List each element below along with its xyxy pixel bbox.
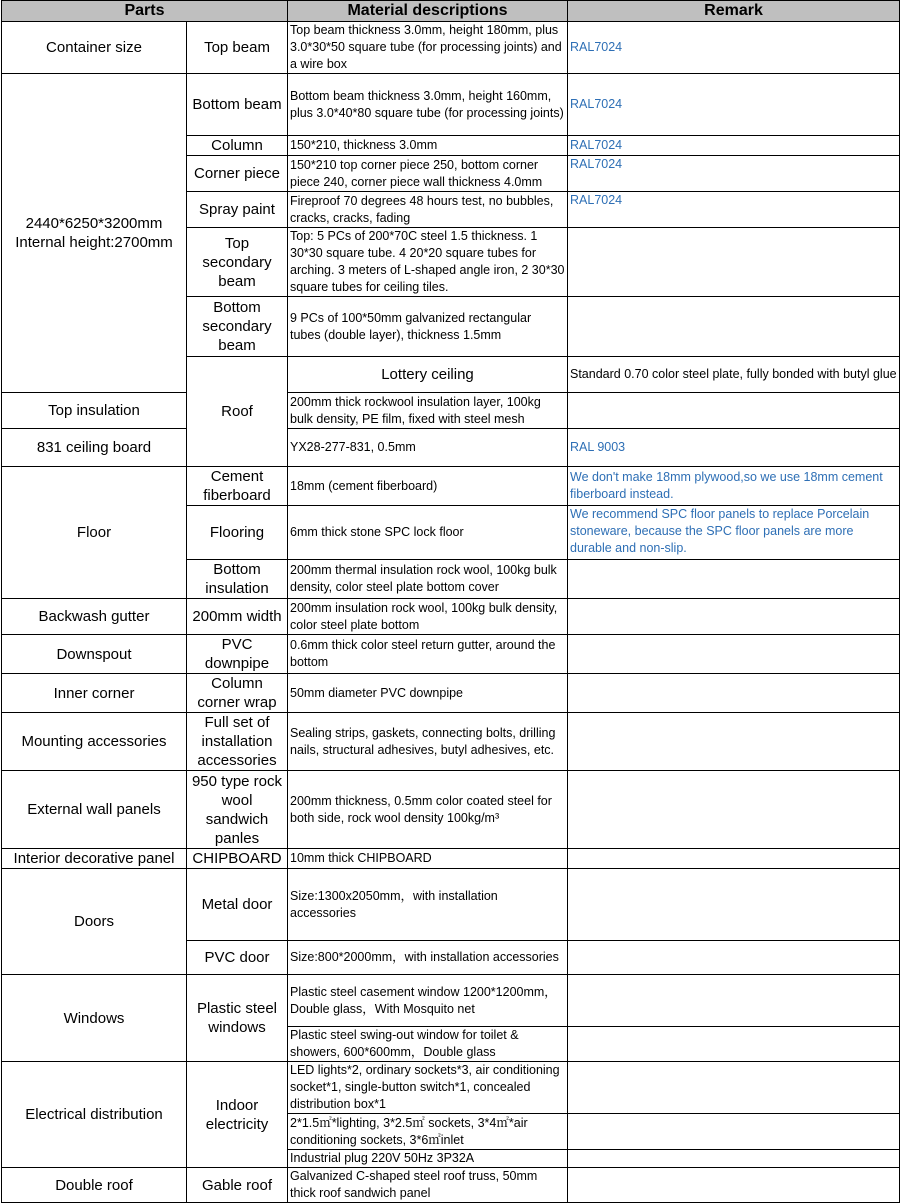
remark-cell — [568, 297, 900, 357]
sub-part-cell: Full set of installation accessories — [187, 713, 288, 771]
description-cell: Galvanized C-shaped steel roof truss, 50mm thick roof sandwich panel — [288, 1168, 568, 1203]
remark-cell — [568, 1114, 900, 1150]
remark-cell — [568, 393, 900, 429]
part-cell: External wall panels — [2, 771, 187, 849]
table-row — [2, 674, 900, 713]
description-cell: Size:1300x2050mm，with installation accessories — [288, 869, 568, 941]
table-row — [2, 393, 900, 429]
description-cell: Sealing strips, gaskets, connecting bolts, drilling nails, structural adhesives, butyl adhesives, etc. — [288, 713, 568, 771]
remark-cell — [568, 1168, 900, 1203]
remark-cell: RAL7024 — [568, 156, 900, 192]
remark-cell: We recommend SPC floor panels to replace Porcelain stoneware, because the SPC floor panels are more durable and non-slip. — [568, 506, 900, 560]
table-row — [2, 849, 900, 869]
remark-cell — [568, 975, 900, 1027]
description-cell: 150*210, thickness 3.0mm — [288, 136, 568, 156]
sub-part-cell: Top beam — [187, 22, 288, 74]
part-cell: Windows — [2, 975, 187, 1062]
description-cell: YX28-277-831, 0.5mm — [288, 429, 568, 467]
description-cell: 150*210 top corner piece 250, bottom corner piece 240, corner piece wall thickness 4.0mm — [288, 156, 568, 192]
remark-cell: RAL7024 — [568, 22, 900, 74]
description-cell: Standard 0.70 color steel plate, fully bonded with butyl glue — [568, 357, 900, 393]
sub-part-cell: Spray paint — [187, 192, 288, 228]
part-cell: Interior decorative panel — [2, 849, 187, 869]
sub-part-cell: Column corner wrap — [187, 674, 288, 713]
part-cell: Floor — [2, 467, 187, 599]
description-cell: 10mm thick CHIPBOARD — [288, 849, 568, 869]
sub-part-cell: PVC downpipe — [187, 635, 288, 674]
sub-part-cell: Gable roof — [187, 1168, 288, 1203]
sub-part-cell: Top insulation — [2, 393, 187, 429]
sub-part-cell: Indoor electricity — [187, 1062, 288, 1168]
remark-cell — [568, 635, 900, 674]
part-cell: Container size — [2, 22, 187, 74]
part-cell: 2440*6250*3200mm Internal height:2700mm — [2, 74, 187, 393]
table-row — [2, 635, 900, 674]
description-cell: 0.6mm thick color steel return gutter, around the bottom — [288, 635, 568, 674]
part-cell: Roof — [187, 357, 288, 467]
sub-part-cell: 831 ceiling board — [2, 429, 187, 467]
remark-cell — [568, 1027, 900, 1062]
description-cell: Top beam thickness 3.0mm, height 180mm, plus 3.0*30*50 square tube (for processing joints) and a wire box — [288, 22, 568, 74]
description-cell: 6mm thick stone SPC lock floor — [288, 506, 568, 560]
remark-cell — [568, 228, 900, 297]
sub-part-cell: Bottom insulation — [187, 560, 288, 599]
description-cell: 18mm (cement fiberboard) — [288, 467, 568, 506]
description-cell: LED lights*2, ordinary sockets*3, air conditioning socket*1, single-button switch*1, concealed distribution box*1 — [288, 1062, 568, 1114]
part-cell: Doors — [2, 869, 187, 975]
sub-part-cell: CHIPBOARD — [187, 849, 288, 869]
table-row — [2, 713, 900, 771]
remark-cell: RAL7024 — [568, 136, 900, 156]
description-cell: Industrial plug 220V 50Hz 3P32A — [288, 1150, 568, 1168]
part-cell: Inner corner — [2, 674, 187, 713]
sub-part-cell: PVC door — [187, 941, 288, 975]
header-remark: Remark — [568, 1, 900, 22]
description-cell: Top: 5 PCs of 200*70C steel 1.5 thickness. 1 30*30 square tube. 4 20*20 square tubes for arching. 3 meters of L-shaped angle iron, 2 30*30 square tubes for ceiling tiles. — [288, 228, 568, 297]
table-row — [2, 1168, 900, 1203]
remark-cell — [568, 941, 900, 975]
part-cell: Mounting accessories — [2, 713, 187, 771]
table-row — [2, 975, 900, 1027]
table-row — [2, 869, 900, 941]
remark-cell — [568, 771, 900, 849]
table-row — [2, 22, 900, 74]
part-cell: Backwash gutter — [2, 599, 187, 635]
header-parts: Parts — [2, 1, 288, 22]
description-cell: 200mm insulation rock wool, 100kg bulk density, color steel plate bottom — [288, 599, 568, 635]
remark-cell — [568, 599, 900, 635]
description-cell: 200mm thick rockwool insulation layer, 100kg bulk density, PE film, fixed with steel mesh — [288, 393, 568, 429]
description-cell: Plastic steel swing-out window for toilet & showers, 600*600mm，Double glass — [288, 1027, 568, 1062]
part-cell: Electrical distribution — [2, 1062, 187, 1168]
sub-part-cell: Bottom secondary beam — [187, 297, 288, 357]
description-cell: Plastic steel casement window 1200*1200mm，Double glass，With Mosquito net — [288, 975, 568, 1027]
description-cell: Fireproof 70 degrees 48 hours test, no bubbles, cracks, cracks, fading — [288, 192, 568, 228]
remark-cell: RAL7024 — [568, 192, 900, 228]
remark-cell: RAL7024 — [568, 74, 900, 136]
remark-cell: RAL 9003 — [568, 429, 900, 467]
remark-cell: We don't make 18mm plywood,so we use 18mm cement fiberboard instead. — [568, 467, 900, 506]
sub-part-cell: 950 type rock wool sandwich panles — [187, 771, 288, 849]
header-material-descriptions: Material descriptions — [288, 1, 568, 22]
description-cell: 200mm thermal insulation rock wool, 100kg bulk density, color steel plate bottom cover — [288, 560, 568, 599]
sub-part-cell: Top secondary beam — [187, 228, 288, 297]
part-cell: Downspout — [2, 635, 187, 674]
table-row — [2, 429, 900, 467]
table-row — [2, 467, 900, 506]
table-row — [2, 1062, 900, 1114]
sub-part-cell: Cement fiberboard — [187, 467, 288, 506]
sub-part-cell: Bottom beam — [187, 74, 288, 136]
spec-table — [1, 0, 900, 1203]
description-cell: Size:800*2000mm，with installation accessories — [288, 941, 568, 975]
remark-cell — [568, 869, 900, 941]
sub-part-cell: Lottery ceiling — [288, 357, 568, 393]
remark-cell — [568, 1150, 900, 1168]
sub-part-cell: Corner piece — [187, 156, 288, 192]
remark-cell — [568, 849, 900, 869]
sub-part-cell: Metal door — [187, 869, 288, 941]
table-row — [2, 599, 900, 635]
description-cell: Bottom beam thickness 3.0mm, height 160mm, plus 3.0*40*80 square tube (for processing joints) — [288, 74, 568, 136]
remark-cell — [568, 560, 900, 599]
remark-cell — [568, 674, 900, 713]
remark-cell — [568, 713, 900, 771]
sub-part-cell: 200mm width — [187, 599, 288, 635]
description-cell: 2*1.5㎡*lighting, 3*2.5㎡ sockets, 3*4㎡*air conditioning sockets, 3*6㎡inlet — [288, 1114, 568, 1150]
table-row — [2, 771, 900, 849]
remark-cell — [568, 1062, 900, 1114]
description-cell: 9 PCs of 100*50mm galvanized rectangular tubes (double layer), thickness 1.5mm — [288, 297, 568, 357]
description-cell: 200mm thickness, 0.5mm color coated steel for both side, rock wool density 100kg/m³ — [288, 771, 568, 849]
sub-part-cell: Plastic steel windows — [187, 975, 288, 1062]
sub-part-cell: Column — [187, 136, 288, 156]
description-cell: 50mm diameter PVC downpipe — [288, 674, 568, 713]
table-row — [2, 74, 900, 136]
sub-part-cell: Flooring — [187, 506, 288, 560]
header-row — [2, 1, 900, 22]
part-cell: Double roof — [2, 1168, 187, 1203]
